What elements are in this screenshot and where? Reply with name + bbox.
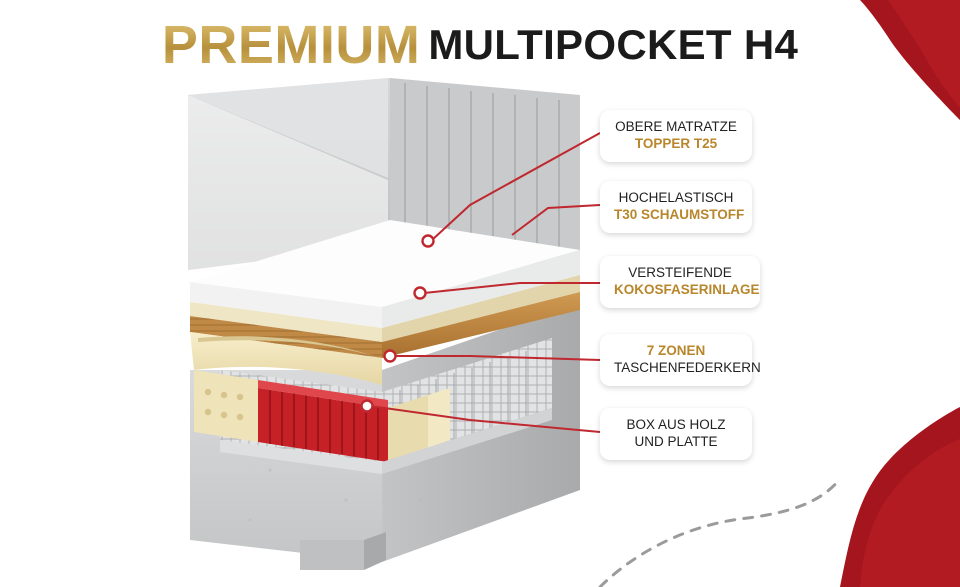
callout-foam-line2: T30 SCHAUMSTOFF — [614, 206, 745, 222]
callout-coco-line2: KOKOSFASERINLAGE — [614, 281, 760, 297]
hotspot-zones[interactable] — [385, 351, 396, 362]
callout-coco[interactable] — [600, 256, 760, 308]
callout-zones-line2: TASCHENFEDERKERN — [614, 359, 761, 375]
callout-topper-line2: TOPPER T25 — [634, 135, 718, 151]
hotspot-foam[interactable] — [415, 288, 426, 299]
title-premium: PREMIUM — [161, 15, 421, 75]
callout-topper-line1: OBERE MATRATZE — [615, 119, 737, 134]
callout-coco-line1: VERSTEIFENDE — [628, 265, 732, 280]
callout-zones-line1: 7 ZONEN — [646, 343, 706, 358]
callout-box[interactable] — [600, 408, 752, 460]
callout-box-line1: BOX AUS HOLZ — [626, 417, 726, 432]
title-rest: MULTIPOCKET H4 — [428, 21, 799, 68]
hotspot-box[interactable] — [362, 401, 373, 412]
callout-zones[interactable] — [600, 334, 761, 386]
callout-box-line2: UND PLATTE — [634, 433, 718, 449]
callout-foam[interactable] — [600, 181, 752, 233]
callout-topper[interactable] — [600, 110, 752, 162]
callout-foam-line1: HOCHELASTISCH — [618, 190, 734, 205]
hotspot-topper[interactable] — [423, 236, 434, 247]
